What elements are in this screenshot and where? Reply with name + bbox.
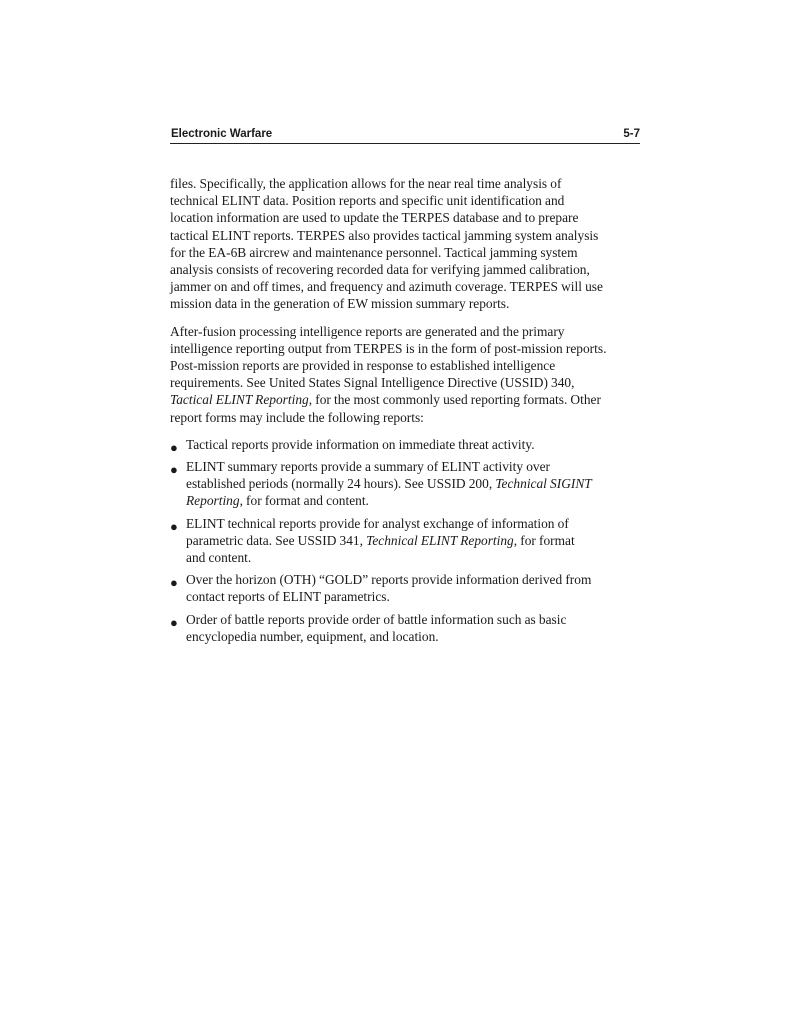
text-line: encyclopedia number, equipment, and location. bbox=[186, 628, 439, 644]
text-run: , for format bbox=[513, 532, 575, 548]
document-title: Tactical ELINT Reporting bbox=[170, 392, 309, 408]
document-title: Technical ELINT Reporting bbox=[366, 532, 514, 548]
text-line: contact reports of ELINT parametrics. bbox=[186, 589, 390, 605]
text-line bbox=[186, 492, 640, 509]
text-line bbox=[170, 391, 640, 408]
text-line: and content. bbox=[186, 550, 252, 566]
text-line: jammer on and off times, and frequency and azimuth coverage. TERPES will use bbox=[170, 279, 603, 295]
paragraph-post-mission-reports bbox=[170, 323, 640, 426]
text-line: tactical ELINT reports. TERPES also provides tactical jamming system analysis bbox=[170, 227, 599, 243]
text-line: intelligence reporting output from TERPES is in the form of post-mission reports. bbox=[170, 340, 607, 356]
bullet-icon: ● bbox=[170, 462, 178, 478]
list-item bbox=[170, 571, 640, 605]
text-line: ELINT technical reports provide for analyst exchange of information of bbox=[186, 515, 569, 531]
list-item bbox=[170, 458, 640, 510]
text-run: parametric data. See USSID 341, bbox=[186, 532, 367, 548]
text-line: for the EA-6B aircrew and maintenance personnel. Tactical jamming system bbox=[170, 244, 578, 260]
text-line bbox=[186, 532, 640, 549]
text-line: report forms may include the following reports: bbox=[170, 409, 424, 425]
page-number: 5-7 bbox=[623, 128, 640, 140]
bullet-icon: ● bbox=[170, 518, 178, 534]
text-line: files. Specifically, the application allows for the near real time analysis of bbox=[170, 176, 562, 191]
text-line: Over the horizon (OTH) “GOLD” reports provide information derived from bbox=[186, 572, 592, 588]
document-title: Reporting bbox=[186, 493, 240, 509]
text-line: requirements. See United States Signal Intelligence Directive (USSID) 340, bbox=[170, 375, 575, 391]
text-line bbox=[186, 475, 640, 492]
text-line: Tactical reports provide information on immediate threat activity. bbox=[186, 436, 535, 452]
document-title: Technical SIGINT bbox=[495, 476, 592, 492]
paragraph-terpes-analysis bbox=[170, 175, 640, 313]
page-body bbox=[170, 175, 640, 650]
text-line: After-fusion processing intelligence reports are generated and the primary bbox=[170, 323, 565, 339]
list-item bbox=[170, 611, 640, 645]
text-line: analysis consists of recovering recorded data for verifying jammed calibration, bbox=[170, 262, 590, 278]
bullet-icon: ● bbox=[170, 439, 178, 455]
section-title: Electronic Warfare bbox=[171, 128, 273, 140]
list-item bbox=[170, 515, 640, 567]
list-item bbox=[170, 436, 640, 453]
running-header bbox=[170, 127, 640, 144]
text-line: location information are used to update the TERPES database and to prepare bbox=[170, 210, 579, 226]
text-line: mission data in the generation of EW mission summary reports. bbox=[170, 296, 510, 312]
text-line: technical ELINT data. Position reports and specific unit identification and bbox=[170, 193, 565, 209]
report-types-list bbox=[170, 436, 640, 645]
text-line: Order of battle reports provide order of battle information such as basic bbox=[186, 611, 567, 627]
bullet-icon: ● bbox=[170, 575, 178, 591]
text-run: , for format and content. bbox=[239, 493, 369, 509]
text-line: ELINT summary reports provide a summary of ELINT activity over bbox=[186, 459, 550, 475]
text-line: Post-mission reports are provided in response to established intelligence bbox=[170, 358, 556, 374]
text-run: , for the most commonly used reporting formats. Other bbox=[308, 392, 601, 408]
bullet-icon: ● bbox=[170, 614, 178, 630]
text-run: established periods (normally 24 hours). See USSID 200, bbox=[186, 476, 496, 492]
